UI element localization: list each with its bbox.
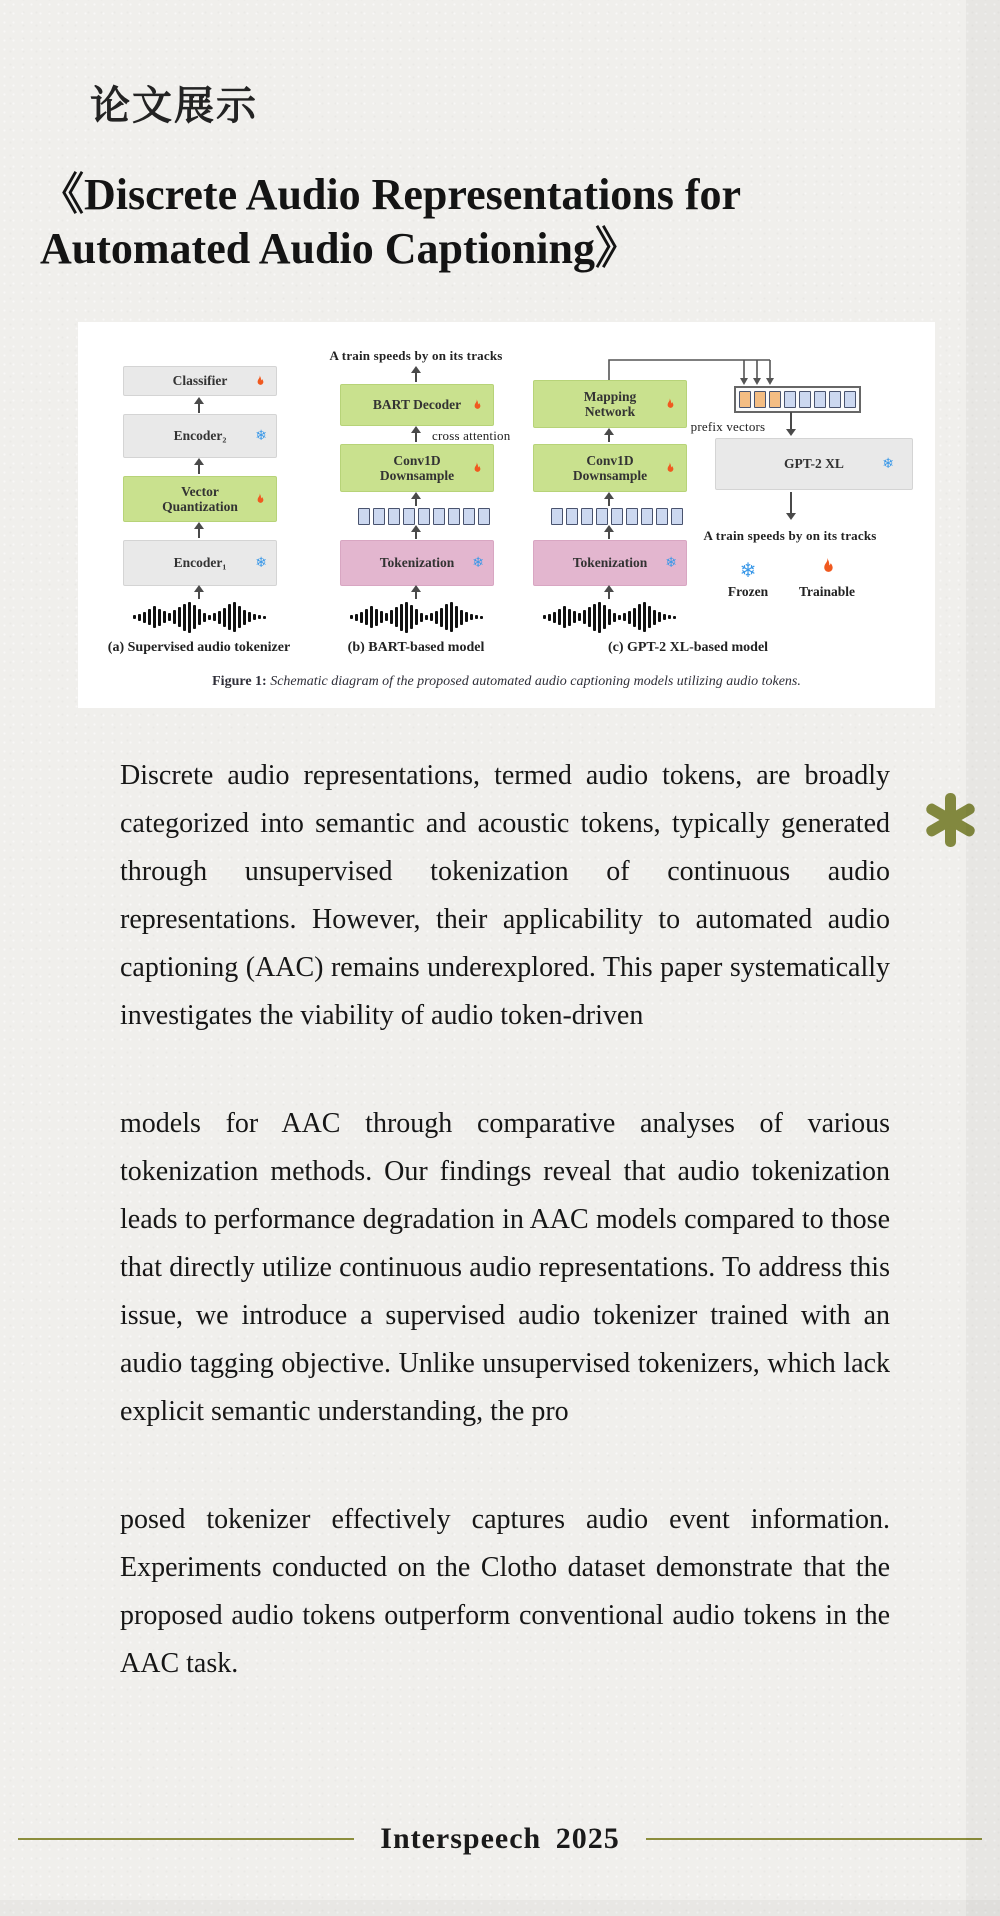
- audio-waveform-icon: [348, 600, 484, 634]
- divider-line: [18, 1838, 354, 1840]
- arrow-up-icon: [410, 426, 422, 442]
- figure-caption: [78, 674, 935, 690]
- abstract-paragraph-2: models for AAC through comparative analyses of various tokenization methods. Our findings reveal that audio tokenization leads to performance degradation in AAC models compared to those that directly utilize continuous audio representations. To address this issue, we introduce a supervised audio tokenizer trained with an audio tagging objective. Unlike unsupervised tokenizers, which lack explicit semantic understanding, the pro: [120, 1108, 890, 1427]
- arrow-down-icon: [785, 492, 797, 520]
- section-heading: 论文展示: [90, 83, 258, 128]
- panel-b-label: (b) BART-based model: [347, 640, 485, 655]
- arrow-up-icon: [193, 397, 205, 413]
- conv1d-downsample-box: [340, 444, 494, 492]
- asterisk-decoration-icon: [922, 792, 978, 848]
- box-label: GPT-2 XL: [784, 456, 844, 472]
- box-label: Encoder₁: [173, 555, 227, 571]
- box-label: Tokenization: [379, 555, 455, 571]
- conference-name: Interspeech 2025: [380, 1822, 620, 1855]
- snowflake-icon: ❄: [255, 555, 267, 571]
- conv1d-downsample-box: [533, 444, 687, 492]
- figure-1: [78, 322, 935, 708]
- flame-icon: [252, 492, 267, 507]
- arrow-up-icon: [410, 585, 422, 599]
- arrow-up-icon: [603, 428, 615, 442]
- abstract-paragraph-3: posed tokenizer effectively captures audio event information. Experiments conducted on the Clotho dataset demonstrate that the proposed audio tokens outperform conventional audio tokens in the AAC task.: [120, 1504, 890, 1679]
- flame-icon: [469, 461, 484, 476]
- audio-token-row: [551, 508, 683, 525]
- bart-decoder-box: [340, 384, 494, 426]
- panel-a: [107, 322, 291, 708]
- box-label: Classifier: [172, 373, 228, 389]
- snowflake-icon: ❄: [739, 558, 757, 582]
- flame-icon: [662, 461, 677, 476]
- arrow-up-icon: [193, 522, 205, 538]
- flame-icon: [469, 398, 484, 413]
- box-label: BART Decoder: [372, 397, 462, 413]
- classifier-box: [123, 366, 277, 396]
- arrow-up-icon: [603, 525, 615, 539]
- paper-title: 《Discrete Audio Representations for Automated Audio Captioning》: [40, 170, 741, 273]
- audio-waveform-icon: [541, 600, 677, 634]
- encoder2-box: [123, 414, 277, 458]
- panel-b: [329, 322, 511, 708]
- encoder1-box: [123, 540, 277, 586]
- arrow-down-icon: [785, 412, 797, 436]
- figure-caption-text: Schematic diagram of the proposed automated audio captioning models utilizing audio tokens.: [270, 674, 801, 689]
- snowflake-icon: ❄: [882, 456, 894, 472]
- box-label: Conv1D Downsample: [572, 452, 648, 483]
- box-label: Mapping Network: [583, 388, 637, 419]
- snowflake-icon: ❄: [472, 555, 484, 571]
- arrow-up-icon: [603, 492, 615, 506]
- footer: [0, 1822, 1000, 1856]
- box-label: Vector Quantization: [162, 483, 238, 514]
- box-label: Tokenization: [572, 555, 648, 571]
- caption-output-text: A train speeds by on its tracks: [703, 528, 877, 543]
- figure-caption-number: Figure 1:: [212, 674, 267, 689]
- flame-icon: [816, 556, 838, 578]
- vector-quantization-box: [123, 476, 277, 522]
- legend-trainable-label: Trainable: [798, 584, 855, 599]
- gpt2-xl-box: [715, 438, 913, 490]
- box-label: Conv1D Downsample: [379, 452, 455, 483]
- arrow-up-icon: [193, 458, 205, 474]
- arrow-up-icon: [410, 525, 422, 539]
- box-label: Encoder₂: [173, 428, 227, 444]
- tokenization-box: [340, 540, 494, 586]
- audio-token-row: [358, 508, 490, 525]
- panel-c-label: (c) GPT-2 XL-based model: [607, 640, 769, 655]
- arrow-up-icon: [603, 585, 615, 599]
- abstract-paragraph-1: Discrete audio representations, termed audio tokens, are broadly categorized into semantic and acoustic tokens, typically generated through unsupervised tokenization of continuous audio representations. However, their applicability to automated audio captioning (AAC) remains underexplored. This paper systematically investigates the viability of audio token-driven: [120, 760, 890, 1031]
- cross-attention-label: cross attention: [432, 428, 511, 443]
- caption-output-text: A train speeds by on its tracks: [329, 348, 503, 363]
- legend-frozen-label: Frozen: [727, 584, 769, 599]
- snowflake-icon: ❄: [255, 428, 267, 444]
- arrow-up-icon: [410, 366, 422, 382]
- abstract-text: [120, 752, 890, 1688]
- prefix-vector-row: [734, 386, 861, 413]
- arrow-up-icon: [193, 585, 205, 599]
- tokenization-box: [533, 540, 687, 586]
- flame-icon: [252, 374, 267, 389]
- divider-line: [646, 1838, 982, 1840]
- flame-icon: [662, 397, 677, 412]
- prefix-vectors-label: prefix vectors: [690, 419, 766, 434]
- panel-a-label: (a) Supervised audio tokenizer: [107, 640, 291, 655]
- arrow-up-icon: [410, 492, 422, 506]
- snowflake-icon: ❄: [665, 555, 677, 571]
- audio-waveform-icon: [131, 600, 267, 634]
